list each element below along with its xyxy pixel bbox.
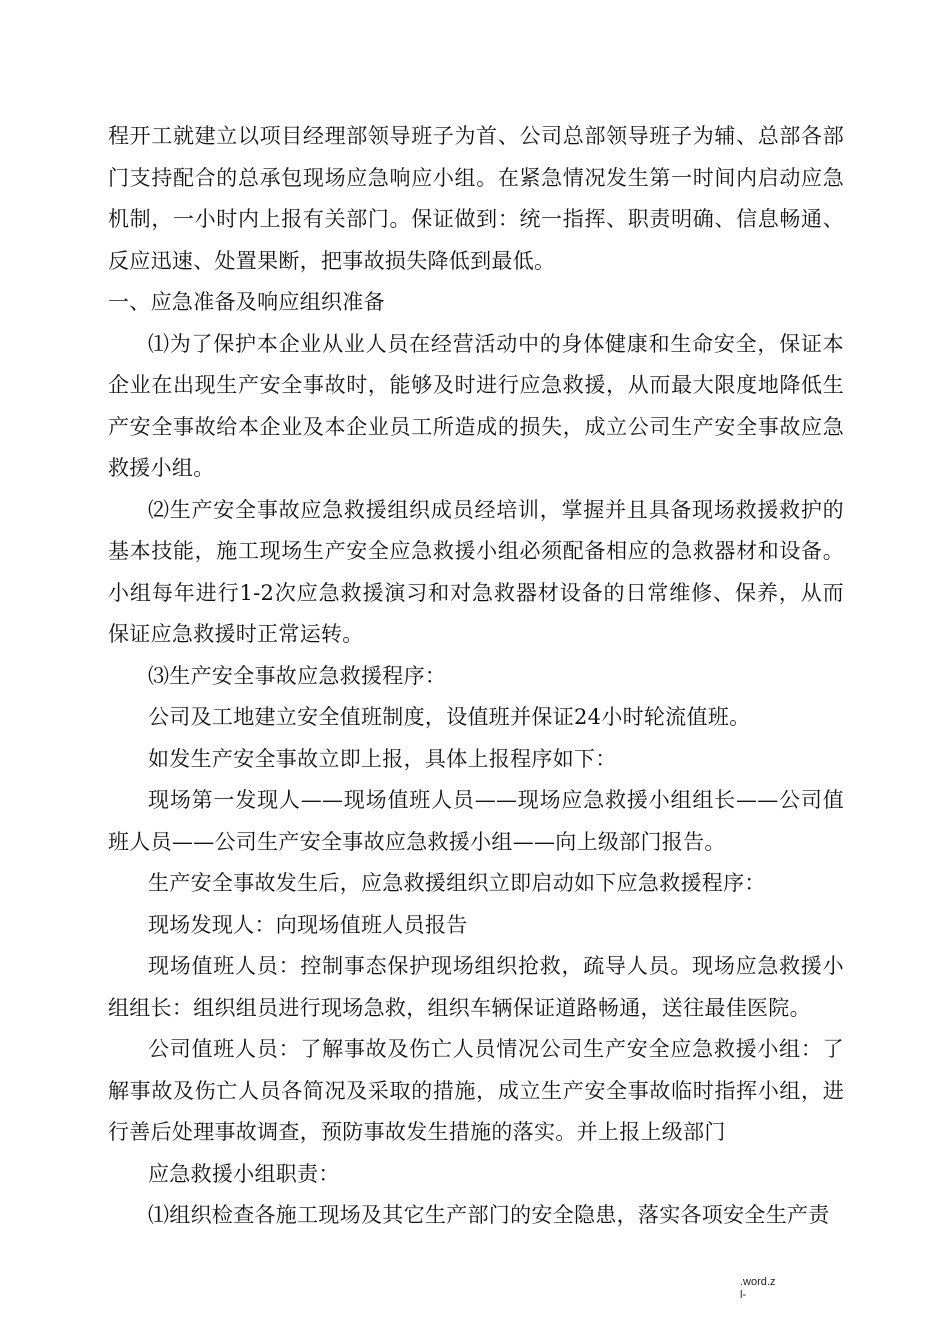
paragraph-item-3: ⑶生产安全事故应急救援程序： <box>148 663 447 688</box>
paragraph-duty-system: 公司及工地建立安全值班制度，设值班并保证24小时轮流值班。 <box>148 705 751 729</box>
paragraph-team-duties-heading: 应急救援小组职责： <box>148 1161 340 1186</box>
paragraph-item-1: ⑴为了保护本企业从业人员在经营活动中的身体健康和生命安全，保证本企业在出现生产安全事故时，能够及时进行应急救援，从而最大限度地降低生产安全事故给本企业及本企业员工所造成的损失，成立公司生产安全事故应急救援小组。 <box>108 331 844 480</box>
document-body <box>108 116 844 1237</box>
footer-line-1: .word.z <box>740 1276 776 1288</box>
paragraph-intro: 程开工就建立以项目经理部领导班子为首、公司总部领导班子为辅、总部各部门支持配合的总承包现场应急响应小组。在紧急情况发生第一时间内启动应急机制，一小时内上报有关部门。保证做到：统一指挥、职责明确、信息畅通、反应迅速、处置果断，把事故损失降低到最低。 <box>108 124 844 273</box>
paragraph-team-duty-1: ⑴组织检查各施工现场及其它生产部门的安全隐患，落实各项安全生产责 <box>148 1203 830 1227</box>
page-footer <box>740 1276 810 1302</box>
section-heading: 一、应急准备及响应组织准备 <box>108 290 385 314</box>
paragraph-item-2: ⑵生产安全事故应急救援组织成员经培训，掌握并且具备现场救援救护的基本技能，施工现场生产安全应急救援小组必须配备相应的急救器材和设备。小组每年进行1-2次应急救援演习和对急救器材设备的日常维修、保养，从而保证应急救援时正常运转。 <box>108 497 844 646</box>
paragraph-discoverer: 现场发现人：向现场值班人员报告 <box>148 912 468 937</box>
paragraph-company-duty: 公司值班人员：了解事故及伤亡人员情况公司生产安全应急救援小组：了解事故及伤亡人员各简况及采取的措施，成立生产安全事故临时指挥小组，进行善后处理事故调查，预防事故发生措施的落实。并上报上级部门 <box>108 1037 844 1144</box>
footer-line-2: l- <box>740 1289 747 1301</box>
paragraph-report-chain: 现场第一发现人——现场值班人员——现场应急救援小组组长——公司值班人员——公司生产安全事故应急救援小组——向上级部门报告。 <box>108 788 844 854</box>
paragraph-report-intro: 如发生产安全事故立即上报，具体上报程序如下： <box>148 746 617 771</box>
paragraph-site-duty: 现场值班人员：控制事态保护现场组织抢救，疏导人员。现场应急救援小组组长：组织组员进行现场急救，组织车辆保证道路畅通，送往最佳医院。 <box>108 954 844 1020</box>
paragraph-procedure-intro: 生产安全事故发生后，应急救援组织立即启动如下应急救援程序： <box>148 871 766 895</box>
